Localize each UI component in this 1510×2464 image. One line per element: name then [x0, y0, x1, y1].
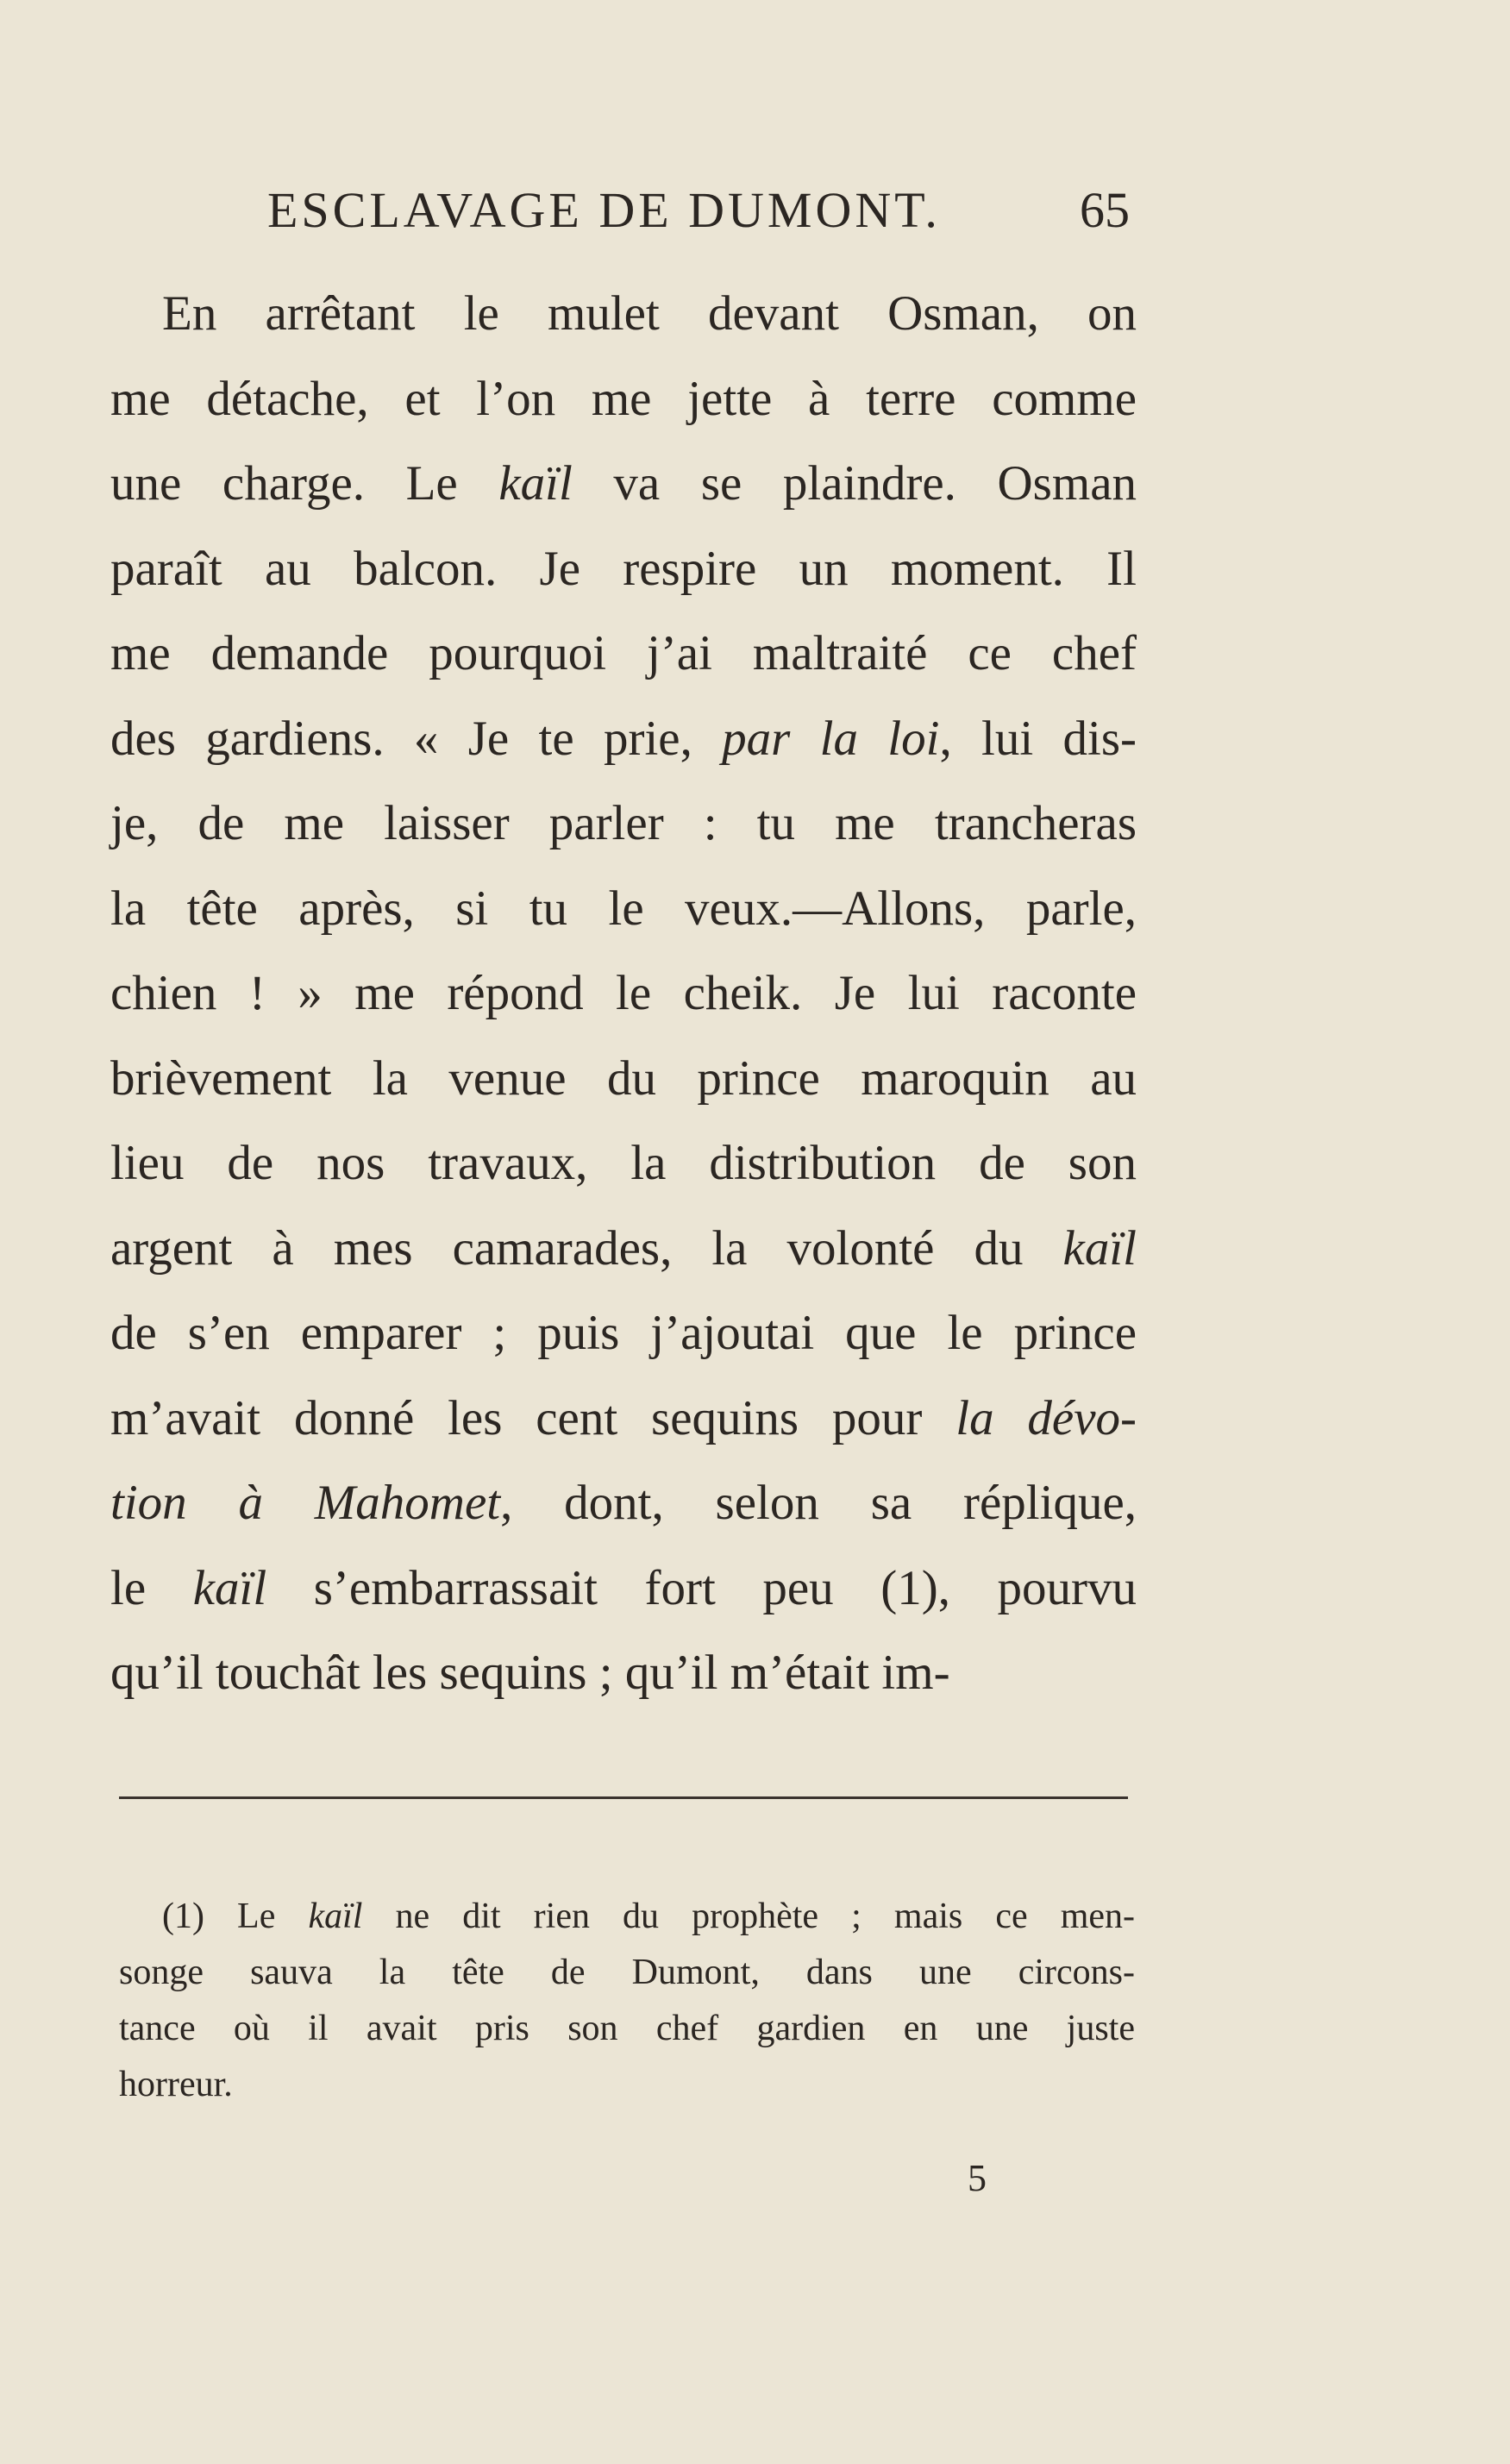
body-line	[110, 357, 1137, 442]
body-text: m’avait donné les cent sequins pour	[110, 1390, 956, 1445]
body-italic-text: la dévo-	[955, 1390, 1137, 1445]
page-number: 65	[1080, 182, 1130, 238]
body-text: paraît au balcon. Je respire un moment. Il	[110, 541, 1137, 596]
body-text: une charge. Le	[110, 456, 499, 511]
footnote-text: tance où il avait pris son chef gardien en une juste	[119, 2009, 1135, 2048]
body-text: argent à mes camarades, la volonté du	[110, 1220, 1063, 1276]
footnote-italic-text: kaïl	[308, 1897, 363, 1936]
body-line	[110, 951, 1137, 1037]
body-line	[110, 272, 1137, 357]
body-text: le	[110, 1560, 193, 1615]
main-text	[110, 272, 1137, 1716]
body-text: qu’il touchât les sequins ; qu’il m’était im-	[110, 1646, 950, 1700]
footnote-rule	[119, 1796, 1128, 1799]
body-text: des gardiens. « Je te prie,	[110, 711, 723, 766]
body-italic-text: kaïl	[1062, 1220, 1137, 1276]
body-text: En arrêtant le mulet devant Osman, on	[162, 286, 1137, 341]
body-text: , dont, selon sa réplique,	[500, 1476, 1137, 1530]
footnote-text: songe sauva la tête de Dumont, dans une circons-	[119, 1953, 1135, 1992]
body-text: chien ! » me répond le cheik. Je lui raconte	[110, 966, 1137, 1020]
body-line	[110, 1207, 1137, 1292]
body-line	[110, 1291, 1137, 1376]
body-line	[110, 781, 1137, 867]
body-line	[110, 442, 1137, 527]
body-text: de s’en emparer ; puis j’ajoutai que le prince	[110, 1306, 1137, 1360]
body-text: me demande pourquoi j’ai maltraité ce chef	[110, 626, 1137, 680]
footnote-text: ne dit rien du prophète ; mais ce men-	[362, 1897, 1135, 1936]
body-italic-text: kaïl	[498, 456, 573, 511]
footnote	[119, 1889, 1135, 2113]
body-line	[110, 697, 1137, 782]
body-italic-text: tion à Mahomet	[110, 1476, 501, 1530]
body-line	[110, 1461, 1137, 1546]
body-line	[110, 611, 1137, 697]
body-line	[110, 867, 1137, 952]
footnote-line	[119, 1889, 1135, 1945]
footnote-text: horreur.	[119, 2065, 233, 2104]
footnote-text: (1) Le	[162, 1897, 309, 1936]
running-header	[112, 181, 1130, 241]
body-line	[110, 1631, 1137, 1716]
body-italic-text: kaïl	[192, 1560, 267, 1615]
body-text: s’embarrassait fort peu (1), pourvu	[266, 1560, 1137, 1615]
running-title: ESCLAVAGE DE DUMONT.	[267, 182, 941, 238]
signature-mark: 5	[968, 2157, 987, 2199]
body-text: je, de me laisser parler : tu me trancheras	[110, 796, 1137, 850]
body-text: me détache, et l’on me jette à terre comme	[110, 371, 1137, 426]
body-text: la tête après, si tu le veux.—Allons, parle,	[110, 881, 1137, 936]
body-line	[110, 1037, 1137, 1122]
body-text: lieu de nos travaux, la distribution de son	[110, 1136, 1137, 1190]
body-line	[110, 527, 1137, 612]
body-line	[110, 1376, 1137, 1462]
body-line	[110, 1546, 1137, 1632]
body-line	[110, 1121, 1137, 1207]
body-text: brièvement la venue du prince maroquin au	[110, 1050, 1137, 1106]
footnote-line	[119, 1945, 1135, 2001]
body-text: va se plaindre. Osman	[572, 456, 1137, 511]
footnote-line	[119, 2001, 1135, 2057]
footnote-line	[119, 2057, 1135, 2113]
body-italic-text: par la loi	[722, 711, 940, 766]
body-text: , lui dis-	[939, 711, 1137, 766]
